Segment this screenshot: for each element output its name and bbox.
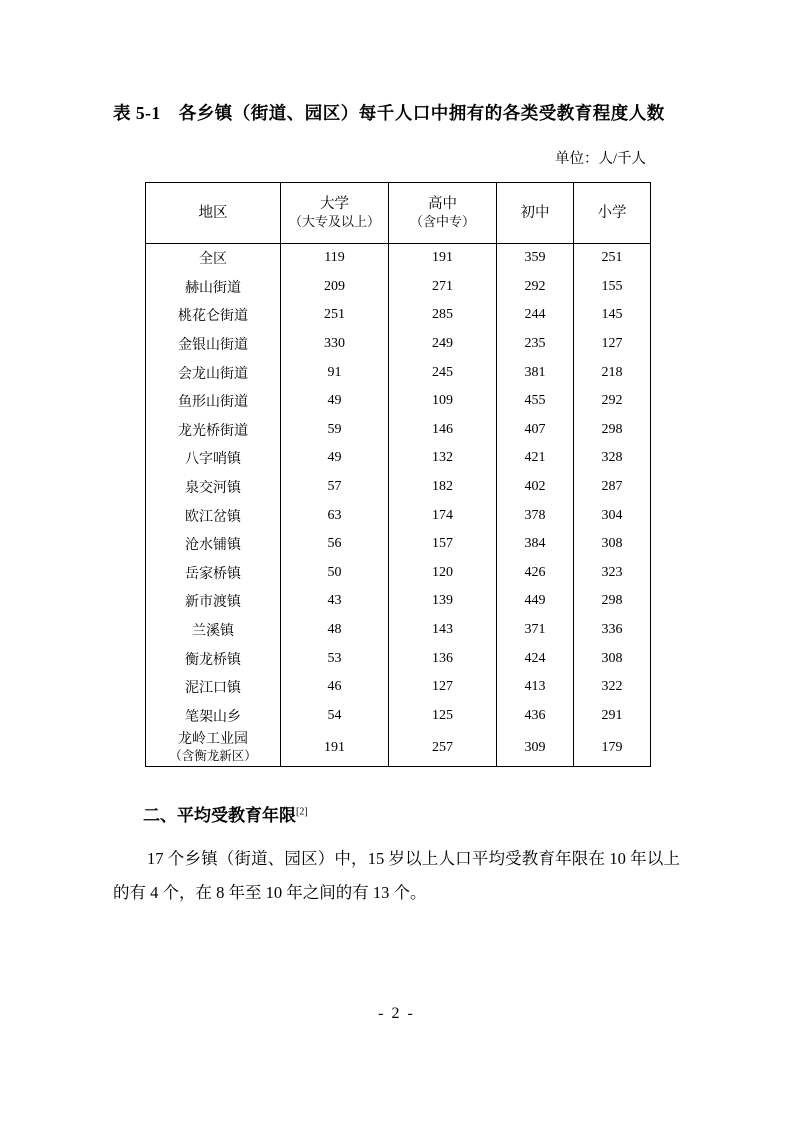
column-header-junior-high-main: 初中: [520, 204, 550, 221]
table-row: [146, 702, 651, 731]
cell-region: 笔架山乡: [146, 702, 281, 731]
cell-junior-high: 436: [497, 702, 574, 731]
cell-primary: 304: [574, 501, 651, 530]
cell-university: 53: [281, 644, 389, 673]
column-header-university-main: 大学: [320, 196, 349, 213]
section-heading-text: 二、平均受教育年限: [143, 806, 296, 826]
table-row: [146, 501, 651, 530]
table-row: [146, 473, 651, 502]
table-row: [146, 244, 651, 273]
cell-region-main: 龙岭工业园: [178, 732, 248, 748]
column-header-university: [281, 183, 389, 244]
table-row: [146, 444, 651, 473]
table-row: [146, 301, 651, 330]
cell-region: 泥江口镇: [146, 673, 281, 702]
cell-junior-high: 235: [497, 330, 574, 359]
cell-primary: 218: [574, 358, 651, 387]
cell-university: 48: [281, 616, 389, 645]
cell-region: 金银山街道: [146, 330, 281, 359]
cell-junior-high: 449: [497, 587, 574, 616]
cell-high-school: 157: [389, 530, 497, 559]
cell-region: 八字哨镇: [146, 444, 281, 473]
cell-junior-high: 378: [497, 501, 574, 530]
unit-note: 单位：人/千人: [554, 151, 646, 167]
section-heading-footnote: [2]: [296, 806, 308, 818]
column-header-university-sub: （大专及以上）: [288, 214, 380, 230]
cell-university: 49: [281, 387, 389, 416]
table-row: [146, 530, 651, 559]
cell-high-school: 285: [389, 301, 497, 330]
cell-region-sub: （含衡龙新区）: [169, 748, 257, 763]
section-paragraph: 17 个乡镇（街道、园区）中，15 岁以上人口平均受教育年限在 10 年以上的有 4 个，在 8 年至 10 年之间的有 13 个。: [113, 849, 680, 902]
cell-high-school: 132: [389, 444, 497, 473]
cell-region: 衡龙桥镇: [146, 644, 281, 673]
cell-university: 63: [281, 501, 389, 530]
table-title: 表 5-1 各乡镇（街道、园区）每千人口中拥有的各类受教育程度人数: [113, 103, 665, 123]
cell-primary: 287: [574, 473, 651, 502]
cell-university: 56: [281, 530, 389, 559]
cell-university: 91: [281, 358, 389, 387]
cell-primary: 251: [574, 244, 651, 273]
cell-region: 龙光桥街道: [146, 416, 281, 445]
cell-region: 桃花仑街道: [146, 301, 281, 330]
cell-region: 兰溪镇: [146, 616, 281, 645]
cell-junior-high: 413: [497, 673, 574, 702]
cell-primary: 336: [574, 616, 651, 645]
cell-high-school: 127: [389, 673, 497, 702]
cell-primary: 292: [574, 387, 651, 416]
cell-primary: 298: [574, 587, 651, 616]
table-row: [146, 587, 651, 616]
column-header-region: [146, 183, 281, 244]
table-row: [146, 673, 651, 702]
cell-university: 46: [281, 673, 389, 702]
cell-region: 泉交河镇: [146, 473, 281, 502]
cell-university: 209: [281, 273, 389, 302]
cell-high-school: 125: [389, 702, 497, 731]
table-row: [146, 358, 651, 387]
table-row: [146, 387, 651, 416]
cell-high-school: 191: [389, 244, 497, 273]
cell-high-school: 143: [389, 616, 497, 645]
cell-high-school: 120: [389, 559, 497, 588]
column-header-high-school-sub: （含中专）: [409, 214, 475, 230]
column-header-junior-high: [497, 183, 574, 244]
table-header-row: [146, 183, 651, 244]
cell-primary: 179: [574, 730, 651, 767]
cell-primary: 298: [574, 416, 651, 445]
table-row: [146, 416, 651, 445]
table-row: [146, 559, 651, 588]
cell-primary: 323: [574, 559, 651, 588]
cell-university: 330: [281, 330, 389, 359]
cell-junior-high: 402: [497, 473, 574, 502]
cell-high-school: 271: [389, 273, 497, 302]
cell-high-school: 136: [389, 644, 497, 673]
cell-junior-high: 309: [497, 730, 574, 767]
cell-primary: 322: [574, 673, 651, 702]
cell-region: 沧水铺镇: [146, 530, 281, 559]
page-number: - 2 -: [378, 1005, 415, 1022]
cell-junior-high: 359: [497, 244, 574, 273]
column-header-region-main: 地区: [198, 204, 228, 221]
table-row: [146, 730, 651, 767]
cell-high-school: 174: [389, 501, 497, 530]
cell-primary: 155: [574, 273, 651, 302]
table-row: [146, 273, 651, 302]
cell-junior-high: 424: [497, 644, 574, 673]
cell-university: 49: [281, 444, 389, 473]
cell-high-school: 257: [389, 730, 497, 767]
table-row: [146, 644, 651, 673]
table-row: [146, 330, 651, 359]
cell-region: 赫山街道: [146, 273, 281, 302]
cell-junior-high: 381: [497, 358, 574, 387]
column-header-high-school: [389, 183, 497, 244]
cell-primary: 308: [574, 644, 651, 673]
cell-region: 新市渡镇: [146, 587, 281, 616]
education-level-table: [145, 182, 651, 767]
cell-high-school: 245: [389, 358, 497, 387]
cell-university: 54: [281, 702, 389, 731]
cell-university: 191: [281, 730, 389, 767]
cell-region: [146, 730, 281, 767]
cell-region: 会龙山街道: [146, 358, 281, 387]
cell-university: 43: [281, 587, 389, 616]
cell-university: 59: [281, 416, 389, 445]
cell-primary: 328: [574, 444, 651, 473]
cell-high-school: 139: [389, 587, 497, 616]
cell-primary: 127: [574, 330, 651, 359]
column-header-primary: [574, 183, 651, 244]
cell-primary: 308: [574, 530, 651, 559]
section-heading: [143, 801, 688, 826]
table-row: [146, 616, 651, 645]
cell-junior-high: 421: [497, 444, 574, 473]
cell-junior-high: 244: [497, 301, 574, 330]
cell-junior-high: 426: [497, 559, 574, 588]
cell-region: 欧江岔镇: [146, 501, 281, 530]
cell-university: 251: [281, 301, 389, 330]
cell-primary: 145: [574, 301, 651, 330]
cell-university: 50: [281, 559, 389, 588]
cell-junior-high: 371: [497, 616, 574, 645]
column-header-high-school-main: 高中: [428, 196, 457, 213]
cell-junior-high: 292: [497, 273, 574, 302]
table-body: [146, 244, 651, 767]
cell-high-school: 182: [389, 473, 497, 502]
cell-university: 119: [281, 244, 389, 273]
cell-region: 岳家桥镇: [146, 559, 281, 588]
cell-junior-high: 455: [497, 387, 574, 416]
cell-region: 全区: [146, 244, 281, 273]
cell-high-school: 109: [389, 387, 497, 416]
cell-primary: 291: [574, 702, 651, 731]
column-header-primary-main: 小学: [597, 204, 627, 221]
cell-junior-high: 407: [497, 416, 574, 445]
cell-junior-high: 384: [497, 530, 574, 559]
cell-high-school: 249: [389, 330, 497, 359]
cell-high-school: 146: [389, 416, 497, 445]
cell-region: 鱼形山街道: [146, 387, 281, 416]
cell-university: 57: [281, 473, 389, 502]
